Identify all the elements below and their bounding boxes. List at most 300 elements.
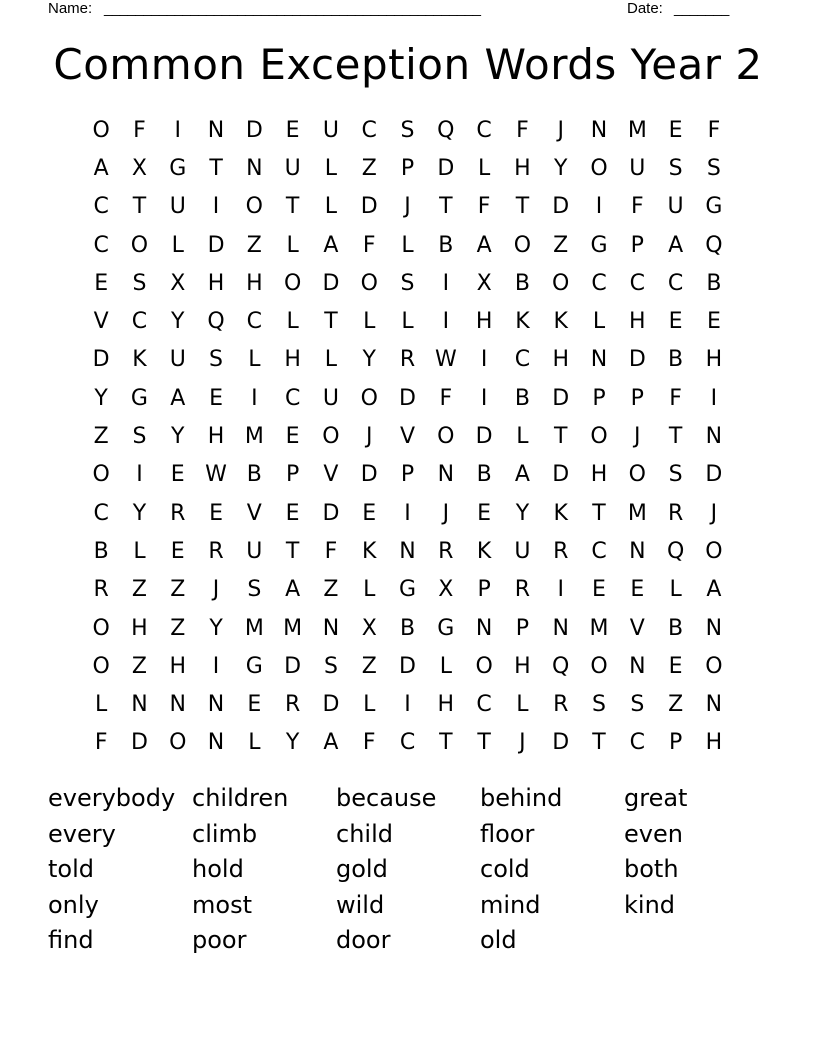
word-list-item: children: [192, 784, 289, 812]
word-list-item: because: [336, 784, 437, 812]
grid-cell: O: [92, 615, 110, 641]
grid-cell: N: [552, 615, 569, 641]
grid-cell: Z: [361, 653, 377, 679]
grid-cell: L: [286, 232, 299, 258]
name-blank-line: ________________________________________________: [104, 0, 481, 17]
word-list-item: great: [624, 784, 688, 812]
grid-cell: P: [400, 155, 415, 181]
grid-cell: N: [207, 692, 225, 718]
word-list-item: only: [48, 890, 99, 919]
grid-cell: V: [629, 615, 645, 641]
grid-cell: B: [514, 270, 530, 296]
grid-cell: H: [590, 462, 608, 488]
grid-cell: C: [591, 270, 607, 296]
grid-cell: Y: [171, 309, 185, 335]
grid-cell: S: [132, 424, 147, 450]
grid-cell: Z: [131, 577, 147, 603]
grid-cell: O: [360, 385, 378, 411]
grid-cell: C: [514, 347, 531, 373]
grid-cell: C: [476, 692, 492, 718]
grid-cell: E: [706, 309, 721, 335]
grid-cell: D: [399, 385, 416, 411]
grid-cell: D: [322, 692, 340, 718]
word-list-item: every: [48, 819, 116, 848]
grid-cell: I: [442, 270, 450, 296]
grid-cell: S: [400, 117, 415, 143]
grid-cell: L: [286, 309, 299, 335]
grid-cell: N: [399, 538, 416, 564]
grid-cell: I: [212, 194, 220, 220]
grid-cell: W: [205, 462, 227, 488]
grid-cell: V: [323, 462, 339, 488]
grid-cell: L: [324, 155, 338, 181]
grid-cell: S: [247, 577, 262, 603]
grid-cell: T: [553, 424, 568, 450]
grid-cell: D: [360, 462, 378, 488]
grid-cell: B: [399, 615, 416, 641]
grid-cell: G: [705, 194, 723, 220]
grid-cell: L: [324, 347, 338, 373]
grid-cell: R: [553, 692, 569, 718]
grid-cell: B: [438, 232, 454, 258]
grid-cell: U: [322, 385, 339, 411]
grid-cell: L: [363, 692, 376, 718]
grid-cell: Y: [553, 155, 568, 181]
grid-cell: Y: [285, 730, 300, 756]
grid-cell: D: [207, 232, 225, 258]
grid-cell: E: [170, 538, 185, 564]
grid-cell: N: [590, 347, 608, 373]
page-title: Common Exception Words Year 2: [53, 40, 763, 89]
grid-cell: F: [324, 538, 338, 564]
grid-cell: E: [630, 577, 645, 603]
word-list-item: find: [48, 926, 94, 954]
word-list: [48, 781, 768, 959]
grid-cell: E: [477, 500, 492, 526]
grid-cell: K: [515, 309, 530, 335]
grid-cell: M: [627, 500, 647, 526]
grid-cell: X: [476, 270, 492, 296]
grid-cell: U: [514, 538, 531, 564]
grid-cell: O: [283, 270, 302, 296]
grid-cell: C: [93, 500, 109, 526]
grid-cell: O: [590, 155, 608, 181]
grid-cell: F: [133, 117, 146, 143]
grid-cell: S: [592, 692, 606, 718]
grid-cell: H: [246, 270, 263, 296]
grid-cell: T: [477, 730, 491, 756]
grid-cell: I: [480, 347, 488, 373]
word-list-item: cold: [480, 855, 530, 883]
word-list-item: gold: [336, 855, 388, 883]
grid-cell: F: [630, 194, 644, 220]
grid-cell: H: [629, 309, 646, 335]
grid-cell: W: [434, 347, 457, 373]
grid-cell: D: [705, 462, 723, 488]
grid-cell: M: [627, 117, 647, 143]
grid-cell: M: [589, 615, 609, 641]
grid-cell: L: [516, 424, 529, 450]
grid-cell: L: [669, 577, 682, 603]
grid-cell: N: [475, 615, 493, 641]
grid-cell: L: [477, 155, 491, 181]
grid-cell: R: [667, 500, 684, 526]
name-label: Name:: [48, 0, 93, 17]
grid-cell: F: [516, 117, 529, 143]
grid-cell: O: [513, 232, 532, 258]
grid-cell: E: [362, 500, 377, 526]
grid-cell: D: [322, 270, 340, 296]
word-list-item: even: [624, 819, 683, 848]
grid-cell: I: [480, 385, 488, 411]
grid-cell: H: [552, 347, 569, 373]
grid-cell: L: [401, 309, 414, 335]
grid-cell: O: [130, 232, 149, 258]
grid-cell: E: [668, 117, 683, 143]
grid-cell: C: [361, 117, 377, 143]
grid-cell: S: [706, 155, 721, 181]
grid-cell: E: [209, 500, 223, 526]
grid-cell: T: [285, 538, 300, 564]
grid-cell: D: [245, 117, 263, 143]
grid-cell: Z: [170, 577, 186, 603]
word-list-item: floor: [480, 819, 535, 848]
grid-cell: U: [284, 155, 301, 181]
grid-cell: P: [630, 232, 644, 258]
grid-cell: N: [322, 615, 340, 641]
grid-cell: O: [590, 424, 608, 450]
grid-cell: G: [169, 155, 187, 181]
word-list-item: most: [192, 890, 252, 919]
grid-cell: R: [399, 347, 416, 373]
grid-cell: C: [93, 232, 109, 258]
grid-cell: T: [439, 194, 453, 220]
letter-grid: [82, 111, 733, 762]
grid-cell: S: [400, 270, 415, 296]
grid-cell: I: [557, 577, 564, 603]
grid-cell: E: [668, 309, 683, 335]
grid-cell: N: [131, 692, 148, 718]
grid-cell: N: [437, 462, 455, 488]
grid-cell: S: [209, 347, 224, 373]
grid-cell: H: [169, 653, 187, 679]
grid-cell: K: [132, 347, 147, 373]
grid-cell: K: [553, 309, 568, 335]
grid-cell: L: [363, 577, 376, 603]
grid-cell: E: [170, 462, 185, 488]
grid-cell: N: [246, 155, 263, 181]
grid-cell: I: [251, 385, 258, 411]
grid-cell: A: [323, 232, 339, 258]
grid-cell: L: [324, 194, 338, 220]
grid-cell: R: [553, 538, 569, 564]
grid-cell: I: [404, 692, 411, 718]
grid-cell: D: [552, 462, 570, 488]
grid-cell: E: [668, 653, 683, 679]
grid-cell: P: [285, 462, 300, 488]
grid-cell: O: [590, 653, 608, 679]
grid-cell: J: [212, 577, 220, 603]
grid-cell: U: [629, 155, 646, 181]
grid-cell: H: [514, 653, 531, 679]
grid-cell: A: [514, 462, 530, 488]
grid-cell: N: [169, 692, 186, 718]
grid-cell: C: [476, 117, 492, 143]
grid-cell: L: [171, 232, 184, 258]
grid-cell: Q: [437, 117, 455, 143]
grid-cell: I: [595, 194, 603, 220]
grid-cell: E: [94, 270, 109, 296]
grid-cell: B: [476, 462, 492, 488]
word-list-item: mind: [480, 890, 541, 919]
grid-cell: E: [285, 424, 300, 450]
grid-cell: N: [629, 653, 646, 679]
grid-cell: P: [477, 577, 491, 603]
grid-cell: C: [284, 385, 301, 411]
grid-cell: K: [362, 538, 377, 564]
grid-cell: C: [629, 270, 645, 296]
grid-cell: L: [516, 692, 529, 718]
grid-cell: R: [208, 538, 224, 564]
grid-cell: T: [324, 309, 338, 335]
word-list-item: door: [336, 926, 391, 954]
word-list-item: child: [336, 819, 393, 848]
grid-cell: A: [476, 232, 492, 258]
grid-cell: Y: [132, 500, 147, 526]
grid-cell: B: [706, 270, 722, 296]
grid-cell: G: [437, 615, 455, 641]
grid-cell: F: [362, 232, 376, 258]
grid-cell: I: [136, 462, 143, 488]
grid-cell: S: [668, 155, 683, 181]
grid-cell: E: [285, 117, 300, 143]
grid-cell: H: [475, 309, 493, 335]
grid-cell: L: [248, 730, 261, 756]
grid-cell: Q: [705, 232, 723, 258]
grid-cell: J: [519, 730, 526, 756]
grid-cell: D: [552, 730, 570, 756]
grid-cell: M: [244, 615, 264, 641]
grid-cell: L: [401, 232, 414, 258]
grid-cell: R: [438, 538, 454, 564]
grid-cell: S: [630, 692, 645, 718]
grid-cell: T: [668, 424, 683, 450]
name-date-header: [48, 0, 740, 20]
grid-cell: G: [398, 577, 417, 603]
grid-cell: H: [207, 424, 225, 450]
grid-cell: B: [514, 385, 530, 411]
grid-cell: G: [245, 653, 263, 679]
grid-cell: A: [170, 385, 186, 411]
grid-cell: N: [207, 117, 225, 143]
grid-cell: A: [323, 730, 339, 756]
grid-cell: N: [705, 615, 723, 641]
grid-cell: O: [92, 462, 110, 488]
grid-cell: P: [400, 462, 415, 488]
grid-cell: U: [246, 538, 263, 564]
grid-cell: F: [94, 730, 108, 756]
grid-cell: H: [207, 270, 225, 296]
grid-cell: O: [705, 653, 723, 679]
grid-cell: O: [628, 462, 646, 488]
grid-cell: I: [212, 653, 220, 679]
grid-cell: V: [399, 424, 416, 450]
grid-cell: Q: [207, 309, 225, 335]
grid-cell: I: [174, 117, 181, 143]
grid-cell: P: [668, 730, 683, 756]
grid-cell: J: [404, 194, 411, 220]
grid-cell: S: [132, 270, 147, 296]
grid-cell: D: [552, 385, 570, 411]
grid-cell: O: [322, 424, 340, 450]
grid-cell: L: [439, 653, 452, 679]
word-list-item: told: [48, 855, 94, 883]
grid-cell: D: [399, 653, 416, 679]
grid-cell: H: [437, 692, 455, 718]
grid-cell: R: [514, 577, 531, 603]
word-list-item: behind: [480, 784, 563, 812]
grid-cell: E: [285, 500, 300, 526]
grid-cell: Z: [668, 692, 684, 718]
grid-cell: M: [283, 615, 303, 641]
grid-cell: V: [93, 309, 109, 335]
grid-cell: H: [705, 347, 723, 373]
grid-cell: M: [244, 424, 264, 450]
grid-cell: C: [667, 270, 684, 296]
grid-cell: B: [93, 538, 109, 564]
grid-cell: D: [284, 653, 302, 679]
grid-cell: E: [592, 577, 606, 603]
word-list-item: old: [480, 926, 517, 954]
grid-cell: U: [169, 347, 186, 373]
grid-cell: X: [361, 615, 377, 641]
grid-cell: F: [439, 385, 453, 411]
grid-cell: K: [553, 500, 568, 526]
grid-cell: P: [630, 385, 644, 411]
grid-cell: T: [592, 500, 606, 526]
grid-cell: Q: [666, 538, 685, 564]
grid-cell: S: [668, 462, 683, 488]
grid-cell: L: [248, 347, 261, 373]
grid-cell: N: [629, 538, 646, 564]
grid-cell: E: [209, 385, 223, 411]
grid-cell: O: [705, 538, 723, 564]
word-list-item: everybody: [48, 784, 176, 812]
grid-cell: E: [247, 692, 262, 718]
grid-cell: J: [634, 424, 641, 450]
grid-cell: L: [592, 309, 606, 335]
word-list-item: both: [624, 855, 679, 883]
grid-cell: D: [475, 424, 493, 450]
grid-cell: Z: [93, 424, 109, 450]
grid-cell: I: [404, 500, 411, 526]
grid-cell: T: [592, 730, 606, 756]
grid-cell: X: [438, 577, 454, 603]
grid-cell: Y: [94, 385, 108, 411]
grid-cell: N: [705, 692, 723, 718]
grid-cell: R: [93, 577, 109, 603]
word-list-item: wild: [336, 890, 385, 919]
grid-cell: T: [209, 155, 223, 181]
grid-cell: G: [590, 232, 608, 258]
grid-cell: A: [706, 577, 722, 603]
grid-cell: Z: [246, 232, 262, 258]
grid-cell: R: [170, 500, 186, 526]
grid-cell: F: [669, 385, 682, 411]
grid-cell: N: [207, 730, 225, 756]
grid-cell: L: [363, 309, 376, 335]
grid-cell: F: [362, 730, 376, 756]
grid-cell: Y: [171, 424, 185, 450]
grid-cell: H: [284, 347, 301, 373]
grid-cell: K: [476, 538, 492, 564]
grid-cell: Z: [170, 615, 186, 641]
grid-cell: H: [131, 615, 148, 641]
grid-cell: Q: [552, 653, 570, 679]
grid-cell: F: [477, 194, 491, 220]
grid-cell: G: [130, 385, 148, 411]
grid-cell: C: [629, 730, 645, 756]
grid-cell: O: [245, 194, 263, 220]
grid-cell: C: [591, 538, 607, 564]
grid-cell: R: [284, 692, 301, 718]
grid-cell: A: [285, 577, 301, 603]
grid-cell: X: [131, 155, 147, 181]
grid-cell: O: [169, 730, 187, 756]
grid-cell: J: [557, 117, 564, 143]
grid-cell: D: [130, 730, 148, 756]
word-list-item: poor: [192, 926, 247, 954]
grid-cell: H: [705, 730, 723, 756]
grid-cell: H: [514, 155, 531, 181]
word-list-item: climb: [192, 819, 258, 848]
grid-cell: O: [552, 270, 570, 296]
grid-cell: U: [667, 194, 684, 220]
grid-cell: P: [592, 385, 606, 411]
grid-cell: J: [442, 500, 450, 526]
grid-cell: D: [552, 194, 570, 220]
grid-cell: U: [322, 117, 339, 143]
grid-cell: J: [710, 500, 718, 526]
grid-cell: Y: [209, 615, 223, 641]
grid-cell: Y: [362, 347, 376, 373]
grid-cell: O: [475, 653, 493, 679]
grid-cell: L: [133, 538, 146, 564]
grid-cell: N: [590, 117, 608, 143]
grid-cell: S: [323, 653, 338, 679]
grid-cell: F: [707, 117, 721, 143]
grid-cell: C: [399, 730, 416, 756]
grid-cell: B: [668, 615, 684, 641]
grid-cell: O: [437, 424, 455, 450]
grid-cell: C: [93, 194, 109, 220]
grid-cell: T: [132, 194, 147, 220]
date-label: Date:: [627, 0, 663, 17]
grid-cell: Y: [515, 500, 530, 526]
grid-cell: Z: [131, 653, 147, 679]
word-list-item: hold: [192, 855, 244, 883]
grid-cell: D: [360, 194, 378, 220]
grid-cell: T: [439, 730, 453, 756]
grid-cell: A: [668, 232, 684, 258]
grid-cell: I: [710, 385, 718, 411]
grid-cell: Z: [553, 232, 569, 258]
grid-cell: D: [92, 347, 110, 373]
grid-cell: T: [285, 194, 300, 220]
grid-cell: V: [246, 500, 262, 526]
grid-cell: C: [246, 309, 263, 335]
grid-cell: L: [95, 692, 108, 718]
